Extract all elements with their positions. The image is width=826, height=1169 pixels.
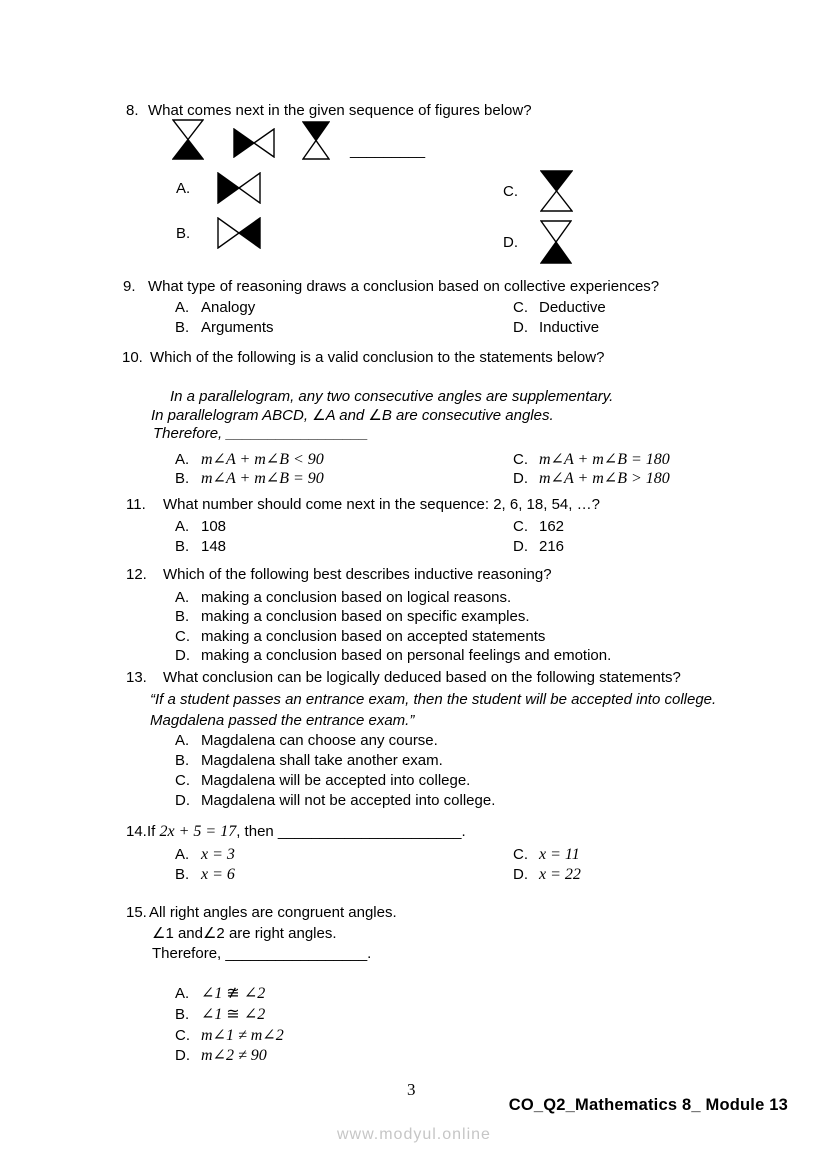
q11-option-d-label: D. — [513, 538, 528, 555]
q14-option-b-label: B. — [175, 866, 190, 883]
q10-option-a-label: A. — [175, 451, 190, 468]
q13-title — [126, 668, 681, 687]
q8-title — [126, 101, 532, 120]
q8-option-d — [503, 220, 572, 264]
q9-option-a — [175, 298, 255, 317]
q10-option-c-label: C. — [513, 451, 528, 468]
q10-option-b — [175, 469, 324, 488]
q15-option-c — [175, 1026, 284, 1045]
q8-option-c-label: C. — [503, 182, 518, 200]
q9-text: What type of reasoning draws a conclusion based on collective experiences? — [148, 278, 660, 295]
q14-option-c — [513, 845, 580, 864]
module-footer-label: CO_Q2_Mathematics 8_ Module 13 — [508, 1096, 788, 1114]
q9-option-d-label: D. — [513, 319, 528, 336]
q14-number: 14. — [126, 823, 147, 840]
q12-option-a-label: A. — [175, 589, 190, 606]
q11-option-c — [513, 517, 564, 536]
q11-number: 11. — [126, 496, 146, 513]
q12-option-c-text: making a conclusion based on accepted statements — [201, 628, 546, 645]
q8-answer-blank: _________ — [350, 142, 426, 159]
q13-text: What conclusion can be logically deduced based on the following statements? — [163, 669, 681, 686]
q9-option-c — [513, 298, 606, 317]
q12-option-b-label: B. — [175, 608, 190, 625]
q11-text: What number should come next in the sequence: 2, 6, 18, 54, …? — [163, 496, 600, 513]
q8-option-b-label: B. — [176, 224, 191, 242]
q15-line-2: ∠1 and∠2 are right angles. — [152, 925, 337, 942]
q9-option-d — [513, 318, 599, 337]
q8-option-a-bowtie-icon — [217, 172, 261, 204]
q12-option-c — [175, 627, 545, 646]
q12-option-d-label: D. — [175, 647, 190, 664]
q13-statement-1: “If a student passes an entrance exam, then the student will be accepted into college. — [150, 691, 717, 708]
q10-option-b-text: m∠A + m∠B = 90 — [201, 470, 324, 487]
q12-option-c-label: C. — [175, 628, 190, 645]
q9-option-c-label: C. — [513, 299, 528, 316]
q11-option-c-text: 162 — [539, 518, 565, 535]
q8-sequence-figure-2-bowtie-icon — [233, 128, 275, 158]
q10-option-d-label: D. — [513, 470, 528, 487]
q15-option-d-label: D. — [175, 1047, 190, 1064]
q9-option-c-text: Deductive — [539, 299, 606, 316]
q13-option-c — [175, 771, 470, 790]
q12-text: Which of the following best describes inductive reasoning? — [163, 566, 552, 583]
q14-option-c-text: x = 11 — [539, 846, 580, 863]
q11-option-b-text: 148 — [201, 538, 227, 555]
q10-option-b-label: B. — [175, 470, 190, 487]
q9-option-a-label: A. — [175, 299, 190, 316]
q8-number: 8. — [126, 102, 139, 119]
q15-option-d-text: m∠2 ≠ 90 — [201, 1047, 267, 1064]
q8-option-d-label: D. — [503, 233, 518, 251]
q15-option-c-label: C. — [175, 1027, 190, 1044]
q13-option-d-label: D. — [175, 792, 190, 809]
q11-option-a-text: 108 — [201, 518, 227, 535]
q9-option-d-text: Inductive — [539, 319, 600, 336]
q11-option-b-label: B. — [175, 538, 190, 555]
q13-option-a-text: Magdalena can choose any course. — [201, 732, 438, 749]
q12-number: 12. — [126, 566, 147, 583]
q14-option-d-text: x = 22 — [539, 866, 581, 883]
q8-option-c — [503, 170, 573, 212]
q8-option-a — [176, 170, 261, 206]
q9-option-b-text: Arguments — [201, 319, 274, 336]
watermark-text: www.modyul.online — [337, 1126, 491, 1143]
q13-option-a — [175, 731, 438, 750]
q9-option-a-text: Analogy — [201, 299, 256, 316]
q10-statement-3: Therefore, _________________ — [153, 425, 369, 442]
q15-option-c-text: m∠1 ≠ m∠2 — [201, 1027, 284, 1044]
q14-title — [126, 822, 466, 841]
q8-option-b — [176, 216, 261, 250]
q10-option-a — [175, 450, 324, 469]
q10-option-c-text: m∠A + m∠B = 180 — [539, 451, 670, 468]
q10-statement-1: In a parallelogram, any two consecutive angles are supplementary. — [170, 388, 614, 405]
q15-option-b-label: B. — [175, 1006, 190, 1023]
q11-option-d-text: 216 — [539, 538, 565, 555]
q10-option-c — [513, 450, 670, 469]
q9-number: 9. — [123, 278, 136, 295]
q11-option-a-label: A. — [175, 518, 190, 535]
q12-option-d-text: making a conclusion based on personal feelings and emotion. — [201, 647, 612, 664]
q11-option-b — [175, 537, 226, 556]
q9-title — [123, 277, 659, 296]
q11-option-d — [513, 537, 564, 556]
q13-option-b-text: Magdalena shall take another exam. — [201, 752, 443, 769]
q10-option-d — [513, 469, 670, 488]
q14-option-a-label: A. — [175, 846, 190, 863]
q14-mid: , then — [236, 823, 278, 840]
q9-option-b — [175, 318, 274, 337]
q14-period: . — [461, 823, 466, 840]
q15-option-a — [175, 984, 265, 1003]
q8-option-c-hourglass-icon — [540, 170, 573, 212]
q13-option-a-label: A. — [175, 732, 190, 749]
q9-option-b-label: B. — [175, 319, 190, 336]
q13-option-c-label: C. — [175, 772, 190, 789]
q15-number: 15. — [126, 904, 147, 921]
q14-equation: 2x + 5 = 17 — [159, 823, 237, 840]
q12-option-a-text: making a conclusion based on logical reasons. — [201, 589, 512, 606]
q15-line-3: Therefore, _________________. — [152, 945, 372, 962]
q11-option-c-label: C. — [513, 518, 528, 535]
q12-option-d — [175, 646, 611, 665]
page-number: 3 — [407, 1080, 416, 1099]
q15-option-a-text: ∠1 ≇ ∠2 — [201, 985, 266, 1002]
q8-option-a-label: A. — [176, 179, 191, 197]
q10-title — [122, 348, 604, 367]
q13-statement-2: Magdalena passed the entrance exam.” — [150, 712, 415, 729]
q14-option-a — [175, 845, 235, 864]
q11-title — [126, 495, 600, 514]
q10-number: 10. — [122, 349, 143, 366]
q13-option-b — [175, 751, 443, 770]
q12-title — [126, 565, 552, 584]
q15-line-1: All right angles are congruent angles. — [149, 904, 397, 921]
q14-option-d — [513, 865, 581, 884]
q15-option-d — [175, 1046, 267, 1065]
q12-option-b-text: making a conclusion based on specific examples. — [201, 608, 530, 625]
q14-option-b-text: x = 6 — [201, 866, 235, 883]
q13-option-d — [175, 791, 495, 810]
q14-option-b — [175, 865, 235, 884]
q10-option-a-text: m∠A + m∠B < 90 — [201, 451, 324, 468]
q15-option-b — [175, 1005, 265, 1024]
q10-option-d-text: m∠A + m∠B > 180 — [539, 470, 670, 487]
q10-statement-2: In parallelogram ABCD, ∠A and ∠B are consecutive angles. — [151, 407, 554, 424]
q12-option-b — [175, 607, 530, 626]
q13-number: 13. — [126, 669, 147, 686]
q12-option-a — [175, 588, 511, 607]
q13-option-c-text: Magdalena will be accepted into college. — [201, 772, 471, 789]
q15-title — [126, 903, 397, 922]
q8-sequence-figure-1-hourglass-icon — [172, 119, 204, 160]
q14-blank: ______________________ — [277, 823, 462, 840]
q14-option-a-text: x = 3 — [201, 846, 235, 863]
q13-option-d-text: Magdalena will not be accepted into college. — [201, 792, 496, 809]
q14-prefix: If — [147, 823, 160, 840]
q13-option-b-label: B. — [175, 752, 190, 769]
q15-option-b-text: ∠1 ≅ ∠2 — [201, 1006, 266, 1023]
q11-option-a — [175, 517, 226, 536]
q8-option-b-bowtie-icon — [217, 217, 261, 249]
q10-text: Which of the following is a valid conclusion to the statements below? — [150, 349, 605, 366]
q15-option-a-label: A. — [175, 985, 190, 1002]
q8-sequence-figure-3-hourglass-icon — [302, 121, 330, 160]
q14-option-d-label: D. — [513, 866, 528, 883]
q8-option-d-hourglass-icon — [540, 220, 572, 264]
q14-option-c-label: C. — [513, 846, 528, 863]
q8-text: What comes next in the given sequence of figures below? — [148, 102, 532, 119]
